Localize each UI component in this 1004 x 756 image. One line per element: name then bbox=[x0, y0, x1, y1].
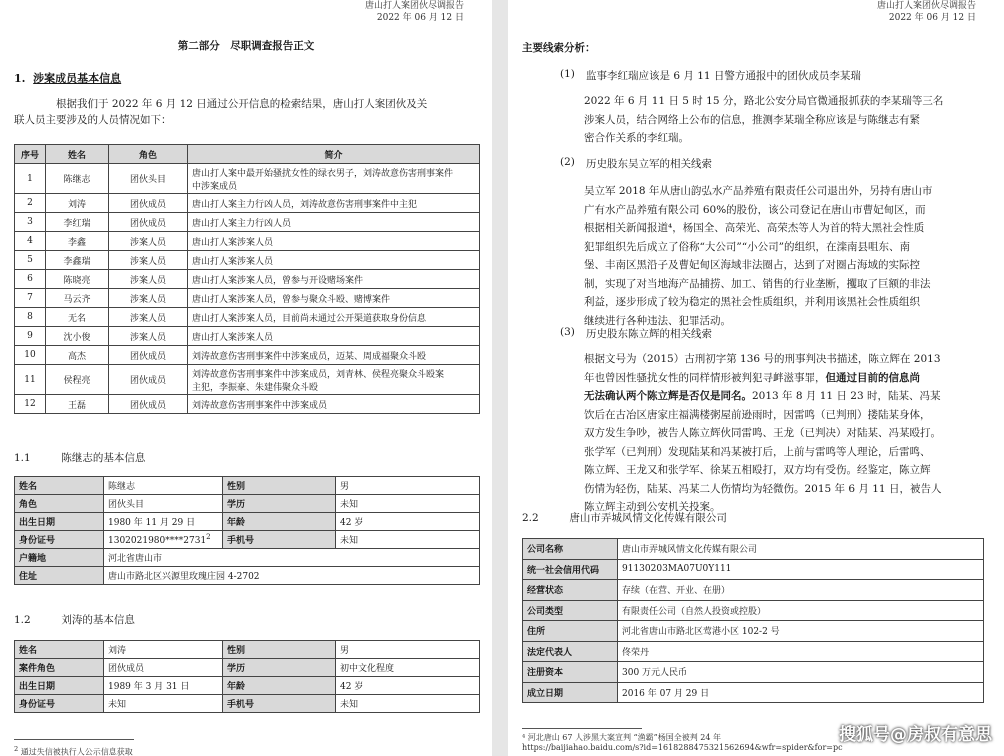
col-header-name: 姓名 bbox=[46, 145, 109, 164]
body-line: 密合作关系的李红瑞。 bbox=[584, 132, 689, 144]
member-intro bbox=[188, 289, 480, 308]
intro-line: 唐山打人案中最开始骚扰女性的绿衣男子，刘涛故意伤害刑事案件 bbox=[192, 168, 454, 179]
footnote bbox=[14, 744, 133, 756]
field-label: 角色 bbox=[15, 495, 104, 513]
member-name: 高杰 bbox=[46, 346, 109, 365]
field-value: 河北省唐山市 bbox=[104, 549, 480, 567]
intro-line: 中涉案成员 bbox=[192, 181, 238, 192]
member-role: 涉案人员 bbox=[109, 270, 188, 289]
footnote-text: ⁴ 河北唐山 67 人涉黑大案宣判 “渔霸”杨国全被判 24 年 bbox=[522, 733, 722, 742]
subsection-number: 1.1 bbox=[14, 452, 31, 464]
member-intro bbox=[188, 270, 480, 289]
field-value: 1980 年 11 月 29 日 bbox=[104, 513, 223, 531]
field-label: 姓名 bbox=[15, 477, 104, 495]
page-gap bbox=[492, 0, 508, 756]
table-row bbox=[15, 194, 480, 213]
field-value: 存续（在营、开业、在册） bbox=[618, 580, 984, 601]
member-name: 陈晓亮 bbox=[46, 270, 109, 289]
row-number: 3 bbox=[15, 213, 46, 232]
field-value: 1989 年 3 月 31 日 bbox=[104, 677, 223, 695]
table-row bbox=[15, 213, 480, 232]
intro-line: 唐山打人案涉案人员，曾参与开设赌场案件 bbox=[192, 275, 364, 286]
member-intro bbox=[188, 251, 480, 270]
intro-line: 刘涛故意伤害刑事案件中涉案成员，迈某、周成福聚众斗殴 bbox=[192, 351, 427, 362]
field-label: 住址 bbox=[15, 567, 104, 585]
table-row bbox=[15, 251, 480, 270]
col-header-no: 序号 bbox=[15, 145, 46, 164]
field-label: 姓名 bbox=[15, 641, 104, 659]
row-number: 6 bbox=[15, 270, 46, 289]
member-name: 李鑫瑞 bbox=[46, 251, 109, 270]
table-row bbox=[15, 164, 480, 194]
body-line: 利益，逐步形成了较为稳定的黑社会性质组织，并利用该黑社会性质组织 bbox=[584, 296, 920, 308]
footnote-rule bbox=[14, 739, 134, 740]
member-role: 团伙头目 bbox=[109, 164, 188, 194]
body-line: 饮后在古冶区唐家庄福满楼粥屋前逊雨时，因雷鸣（已判刑）搂陆某身体， bbox=[584, 408, 931, 421]
field-value: 刘涛 bbox=[104, 641, 223, 659]
header-title: 唐山打人案团伙尽调报告 bbox=[364, 1, 464, 11]
member-role: 团伙成员 bbox=[109, 346, 188, 365]
part-title: 第二部分 尽职调查报告正文 bbox=[177, 40, 315, 52]
field-value: 300 万元人民币 bbox=[618, 662, 984, 683]
field-label: 年龄 bbox=[223, 513, 336, 531]
field-label: 性别 bbox=[223, 641, 336, 659]
table-row bbox=[15, 641, 480, 659]
table-row bbox=[523, 662, 984, 683]
row-number: 2 bbox=[15, 194, 46, 213]
member-name: 李鑫 bbox=[46, 232, 109, 251]
subsection-title: 刘涛的基本信息 bbox=[61, 614, 135, 626]
member-role: 涉案人员 bbox=[109, 289, 188, 308]
clue-number: (2) bbox=[560, 156, 575, 168]
body-line: 广有水产品养殖有限公司 60%的股份，该公司登记在唐山市曹妃甸区，而 bbox=[584, 203, 926, 216]
member-role: 团伙成员 bbox=[109, 395, 188, 414]
clue-1-body bbox=[584, 92, 984, 148]
footnote bbox=[522, 733, 843, 753]
member-role: 涉案人员 bbox=[109, 232, 188, 251]
member-role: 团伙成员 bbox=[109, 194, 188, 213]
clues-heading: 主要线索分析： bbox=[522, 42, 596, 54]
field-label: 经营状态 bbox=[523, 580, 618, 601]
body-line: 继续进行各种违法、犯罪活动。 bbox=[584, 314, 731, 327]
body-line: 陈立辉、王龙又和张学军、徐某五相殴打，双方均有受伤。经鉴定，陈立辉 bbox=[584, 464, 931, 476]
table-row bbox=[15, 308, 480, 327]
field-label: 成立日期 bbox=[523, 682, 618, 703]
field-value bbox=[104, 531, 223, 549]
footnote-mark: 2 bbox=[206, 533, 211, 541]
subsection-1-1 bbox=[14, 450, 145, 465]
page-header bbox=[365, 0, 464, 24]
body-line bbox=[584, 369, 984, 388]
intro-line-1: 根据我们于 2022 年 6 月 12 日通过公开信息的检索结果，唐山打人案团伙及关 bbox=[56, 98, 428, 110]
field-value: 唐山市路北区兴源里玫瑰庄园 4-2702 bbox=[104, 567, 480, 585]
member-name: 侯程亮 bbox=[46, 365, 109, 395]
field-label: 案件角色 bbox=[15, 659, 104, 677]
clue-number: (3) bbox=[560, 326, 575, 338]
header-title: 唐山打人案团伙尽调报告 bbox=[876, 1, 976, 11]
table-row bbox=[15, 513, 480, 531]
table-row bbox=[15, 327, 480, 346]
field-label: 户籍地 bbox=[15, 549, 104, 567]
table-row bbox=[15, 289, 480, 308]
field-value: 未知 bbox=[336, 531, 480, 549]
member-intro bbox=[188, 194, 480, 213]
table-row bbox=[523, 559, 984, 580]
field-label: 年龄 bbox=[223, 677, 336, 695]
intro-line: 刘涛故意伤害刑事案件中涉案成员，刘青林、侯程亮聚众斗殴案 bbox=[192, 369, 445, 380]
row-number: 10 bbox=[15, 346, 46, 365]
table-row bbox=[15, 365, 480, 395]
member-name: 马云齐 bbox=[46, 289, 109, 308]
subsection-title: 陈继志的基本信息 bbox=[61, 452, 146, 464]
member-role: 团伙成员 bbox=[109, 213, 188, 232]
clue-title: 监事李红瑞应该是 6 月 11 日警方通报中的团伙成员李某瑞 bbox=[586, 70, 861, 82]
table-row bbox=[15, 567, 480, 585]
field-value: 未知 bbox=[336, 695, 480, 713]
intro-line: 唐山打人案主力行凶人员 bbox=[192, 218, 292, 229]
row-number: 4 bbox=[15, 232, 46, 251]
header-date: 2022 年 06 月 12 日 bbox=[888, 13, 976, 23]
clue-3-body bbox=[584, 350, 984, 517]
field-label: 手机号 bbox=[223, 695, 336, 713]
member-intro bbox=[188, 346, 480, 365]
members-table bbox=[14, 144, 480, 414]
field-label: 性别 bbox=[223, 477, 336, 495]
member-name: 无名 bbox=[46, 308, 109, 327]
body-line: 堡、丰南区黑沿子及曹妃甸区海域非法圈占，达到了对圈占海域的实际控 bbox=[584, 259, 920, 271]
body-text: 年也曾因性骚扰女性的同样情形被判犯寻衅滋事罪， bbox=[584, 371, 826, 384]
member-role: 涉案人员 bbox=[109, 251, 188, 270]
footnote-rule bbox=[522, 728, 642, 729]
row-number: 9 bbox=[15, 327, 46, 346]
table-row bbox=[15, 232, 480, 251]
body-line: 双方发生争吵，被告人陈立辉伙同雷鸣、王龙（已判决）对陆某、冯某殴打。 bbox=[584, 427, 941, 439]
row-number: 12 bbox=[15, 395, 46, 414]
member-role: 团伙成员 bbox=[109, 365, 188, 395]
section-number: 1. bbox=[14, 72, 26, 85]
intro-line: 唐山打人案主力行凶人员，刘涛故意伤害刑事案件中主犯 bbox=[192, 199, 418, 210]
left-page bbox=[0, 0, 492, 756]
table-row bbox=[523, 682, 984, 703]
field-label: 出生日期 bbox=[15, 677, 104, 695]
table-row bbox=[15, 695, 480, 713]
field-value: 未知 bbox=[336, 495, 480, 513]
right-page bbox=[508, 0, 1004, 756]
field-value: 团伙头目 bbox=[104, 495, 223, 513]
col-header-intro: 简介 bbox=[188, 145, 480, 164]
field-label: 统一社会信用代码 bbox=[523, 559, 618, 580]
id-number: 1302021980****2731 bbox=[108, 536, 207, 546]
body-line: 张学军（已判刑）发现陆某和冯某被打后，上前与雷鸣等人理论，后雷鸣、 bbox=[584, 445, 931, 458]
table-row bbox=[523, 580, 984, 601]
field-value: 42 岁 bbox=[336, 677, 480, 695]
page-header bbox=[877, 0, 976, 24]
row-number: 11 bbox=[15, 365, 46, 395]
field-value: 91130203MA07U0Y111 bbox=[618, 559, 984, 580]
field-label: 手机号 bbox=[223, 531, 336, 549]
footnote-url: https://baijiahao.baidu.com/s?id=1618288475321562694&wfr=spider&for=pc bbox=[522, 743, 843, 752]
section-title: 涉案成员基本信息 bbox=[33, 72, 122, 85]
header-date: 2022 年 06 月 12 日 bbox=[376, 13, 464, 23]
field-label: 住所 bbox=[523, 621, 618, 642]
body-line: 根据相关新闻报道⁴，杨国全、高荣光、高荣杰等人为首的特大黑社会性质 bbox=[584, 222, 925, 234]
field-value: 2016 年 07 月 29 日 bbox=[618, 682, 984, 703]
member-intro bbox=[188, 164, 480, 194]
intro-line: 主犯，李振豪、朱建伟聚众斗殴 bbox=[192, 382, 319, 393]
member-intro bbox=[188, 327, 480, 346]
member-intro bbox=[188, 395, 480, 414]
table-row bbox=[15, 531, 480, 549]
subsection-number: 2.2 bbox=[522, 512, 539, 524]
field-value: 陈继志 bbox=[104, 477, 223, 495]
table-row bbox=[15, 395, 480, 414]
row-number: 8 bbox=[15, 308, 46, 327]
body-line: 2022 年 6 月 11 日 5 时 15 分，路北公安分局官微通报抓获的李某瑞等三名 bbox=[584, 95, 944, 107]
table-row bbox=[523, 621, 984, 642]
body-line: 制，实现了对当地海产品捕捞、加工、销售的行业垄断，攫取了巨额的非法 bbox=[584, 277, 931, 290]
member-intro bbox=[188, 365, 480, 395]
member-name: 陈继志 bbox=[46, 164, 109, 194]
table-row bbox=[15, 346, 480, 365]
body-line: 伤情为轻伤，陆某、冯某二人伤情均为轻微伤。2015 年 6 月 11 日，被告人 bbox=[584, 482, 942, 495]
intro-line: 唐山打人案涉案人员，目前尚未通过公开渠道获取身份信息 bbox=[192, 313, 427, 324]
body-bold-text: 无法确认两个陈立辉是否仅是同名。 bbox=[584, 390, 752, 402]
field-value: 唐山市弄城风情文化传媒有限公司 bbox=[618, 539, 984, 560]
clue-number: (1) bbox=[560, 68, 575, 80]
intro-line: 唐山打人案涉案人员 bbox=[192, 332, 274, 343]
body-line: 陈立辉主动到公安机关投案。 bbox=[584, 501, 721, 513]
member-intro bbox=[188, 308, 480, 327]
field-label: 学历 bbox=[223, 659, 336, 677]
body-line: 涉案人员，结合网络上公布的信息，推测李某瑞全称应该是与陈继志有紧 bbox=[584, 113, 920, 126]
field-value: 初中文化程度 bbox=[336, 659, 480, 677]
field-value: 佟荣丹 bbox=[618, 641, 984, 662]
field-value: 有限责任公司（自然人投资或控股） bbox=[618, 600, 984, 621]
subsection-title: 唐山市弄城风情文化传媒有限公司 bbox=[569, 512, 727, 524]
field-value: 42 岁 bbox=[336, 513, 480, 531]
member-name: 李红瑞 bbox=[46, 213, 109, 232]
body-text: 2013 年 8 月 11 日 23 时，陆某、冯某 bbox=[752, 390, 941, 402]
watermark: 搜狐号@房叔有意思 bbox=[839, 725, 992, 745]
member-role: 涉案人员 bbox=[109, 327, 188, 346]
table-row bbox=[15, 477, 480, 495]
table-row bbox=[15, 677, 480, 695]
table-row bbox=[523, 600, 984, 621]
intro-line: 唐山打人案涉案人员 bbox=[192, 256, 274, 267]
footnote-mark: 2 bbox=[14, 745, 19, 753]
field-label: 公司类型 bbox=[523, 600, 618, 621]
body-line bbox=[584, 387, 984, 406]
field-value: 未知 bbox=[104, 695, 223, 713]
person-table-liu bbox=[14, 640, 480, 713]
footnote-text: 通过失信被执行人公示信息获取 bbox=[20, 747, 133, 756]
field-label: 法定代表人 bbox=[523, 641, 618, 662]
member-name: 沈小俊 bbox=[46, 327, 109, 346]
subsection-2-2 bbox=[522, 510, 727, 525]
field-label: 出生日期 bbox=[15, 513, 104, 531]
field-label: 身份证号 bbox=[15, 695, 104, 713]
member-intro bbox=[188, 213, 480, 232]
field-label: 公司名称 bbox=[523, 539, 618, 560]
field-value: 男 bbox=[336, 641, 480, 659]
field-label: 学历 bbox=[223, 495, 336, 513]
members-table-header bbox=[15, 145, 480, 164]
company-table bbox=[522, 538, 984, 703]
intro-line: 唐山打人案涉案人员 bbox=[192, 237, 274, 248]
field-value: 团伙成员 bbox=[104, 659, 223, 677]
table-row bbox=[523, 539, 984, 560]
body-line: 根据文号为（2015）古刑初字第 136 号的刑事判决书描述，陈立辉在 2013 bbox=[584, 353, 941, 365]
intro-line: 刘涛故意伤害刑事案件中涉案成员 bbox=[192, 400, 328, 411]
table-row bbox=[15, 495, 480, 513]
field-value: 男 bbox=[336, 477, 480, 495]
intro-line-2: 联人员主要涉及的人员情况如下： bbox=[14, 114, 172, 126]
clue-title: 历史股东陈立辉的相关线索 bbox=[586, 328, 712, 340]
table-row bbox=[15, 659, 480, 677]
member-name: 王磊 bbox=[46, 395, 109, 414]
member-role: 涉案人员 bbox=[109, 308, 188, 327]
member-intro bbox=[188, 232, 480, 251]
person-table-chen bbox=[14, 476, 480, 585]
table-row bbox=[15, 549, 480, 567]
table-row bbox=[15, 270, 480, 289]
body-bold-text: 但通过目前的信息尚 bbox=[825, 371, 920, 384]
body-line: 吴立军 2018 年从唐山韵弘水产品养殖有限责任公司退出外，另持有唐山市 bbox=[584, 185, 933, 197]
table-row bbox=[523, 641, 984, 662]
row-number: 5 bbox=[15, 251, 46, 270]
intro-line: 唐山打人案涉案人员，曾参与聚众斗殴、赌博案件 bbox=[192, 294, 391, 305]
col-header-role: 角色 bbox=[109, 145, 188, 164]
section-heading bbox=[14, 70, 121, 86]
field-label: 注册资本 bbox=[523, 662, 618, 683]
body-line: 犯罪组织先后成立了俗称“大公司”“小公司”的组织，在滦南县咀东、南 bbox=[584, 240, 910, 253]
member-name: 刘涛 bbox=[46, 194, 109, 213]
clue-title: 历史股东吴立军的相关线索 bbox=[586, 158, 712, 170]
row-number: 7 bbox=[15, 289, 46, 308]
field-value: 河北省唐山市路北区莺港小区 102-2 号 bbox=[618, 621, 984, 642]
subsection-number: 1.2 bbox=[14, 614, 31, 626]
clue-2-body bbox=[584, 182, 984, 330]
row-number: 1 bbox=[15, 164, 46, 194]
field-label: 身份证号 bbox=[15, 531, 104, 549]
subsection-1-2 bbox=[14, 612, 135, 627]
